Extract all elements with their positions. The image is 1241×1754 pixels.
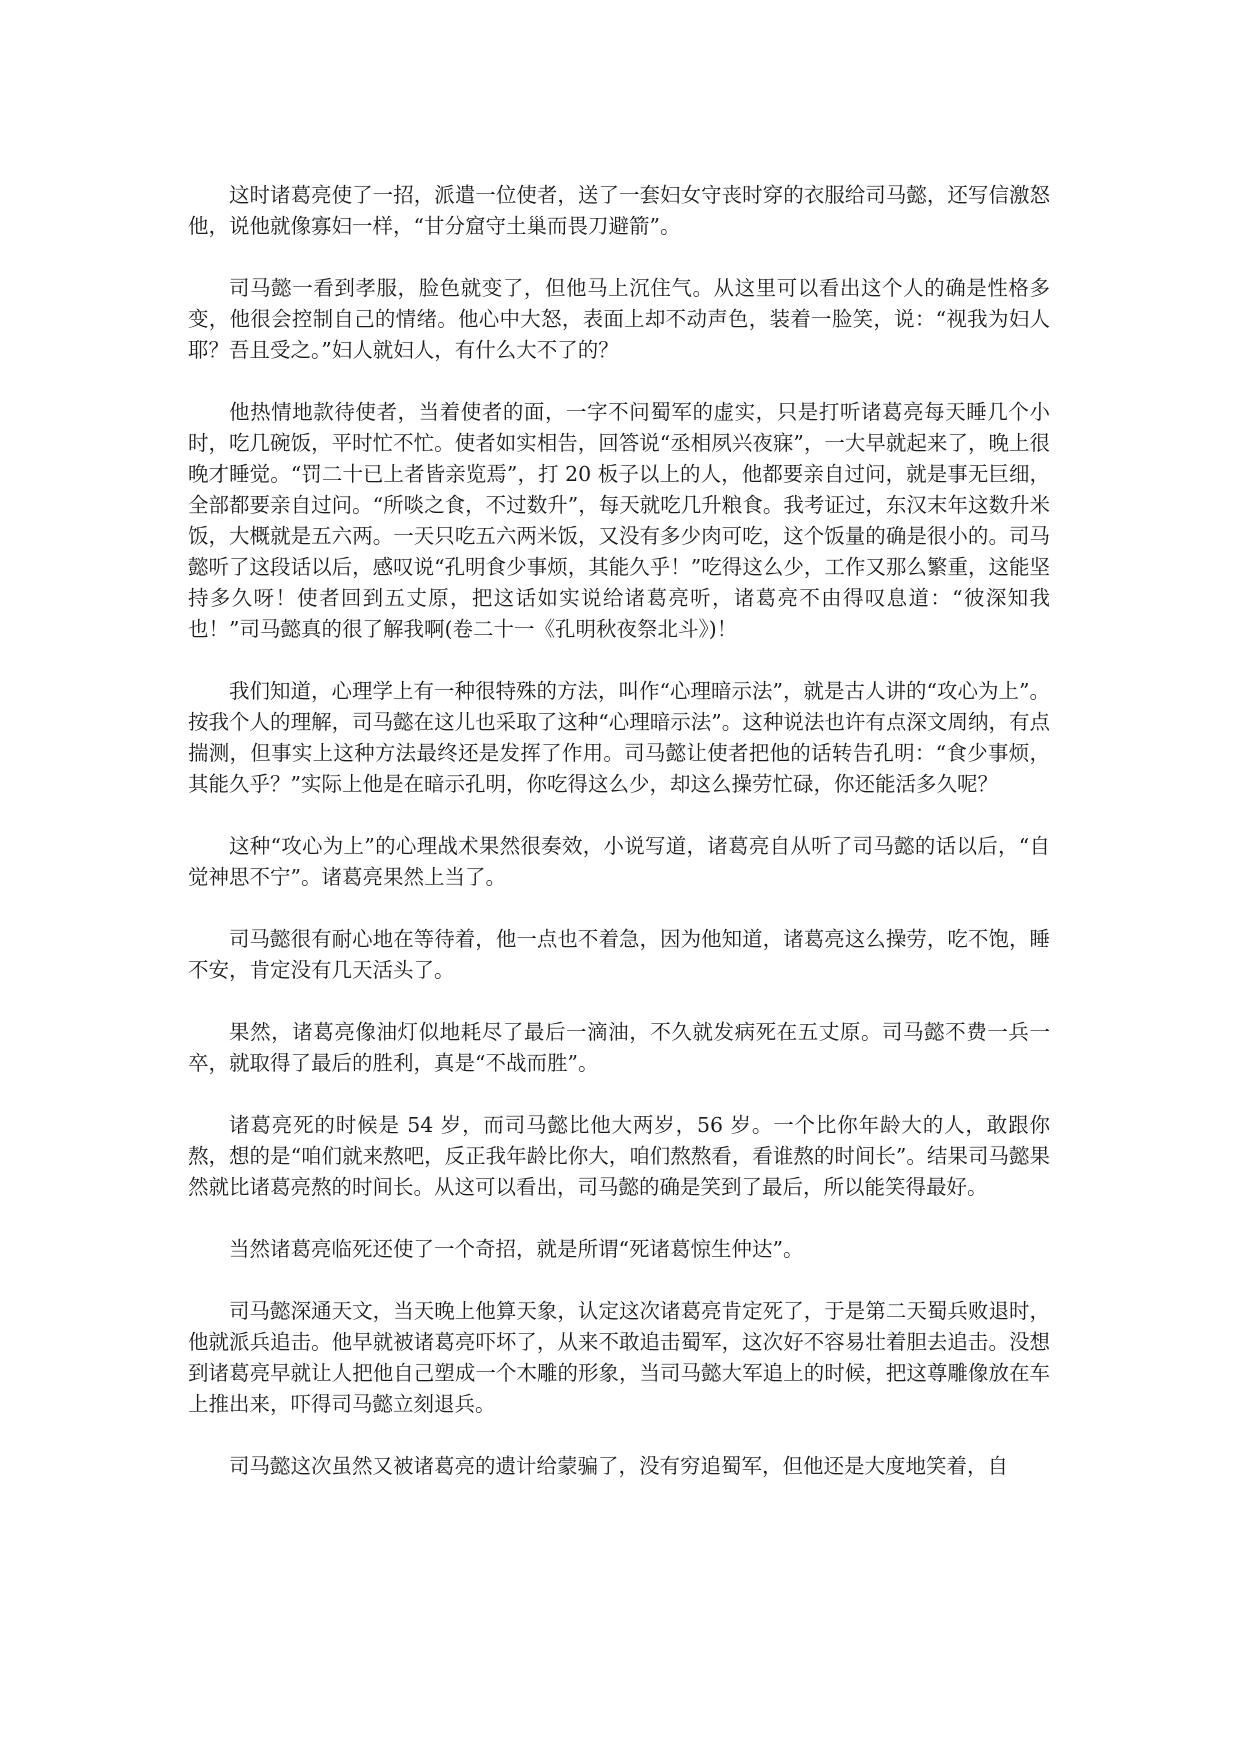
paragraph-6: 司马懿很有耐心地在等待着，他一点也不着急，因为他知道，诸葛亮这么操劳，吃不饱，睡不安，肯定没有几天活头了。: [188, 927, 1050, 982]
paragraph-2: 司马懿一看到孝服，脸色就变了，但他马上沉住气。从这里可以看出这个人的确是性格多变，他很会控制自己的情绪。他心中大怒，表面上却不动声色，装着一脸笑，说：“视我为妇人耶？吾且受之。”妇人就妇人，有什么大不了的？: [188, 276, 1050, 362]
paragraph-10: 司马懿深通天文，当天晚上他算天象，认定这次诸葛亮肯定死了，于是第二天蜀兵败退时，他就派兵追击。他早就被诸葛亮吓坏了，从来不敢追击蜀军，这次好不容易壮着胆去追击。没想到诸葛亮早就让人把他自己塑成一个木雕的形象，当司马懿大军追上的时候，把这尊雕像放在车上推出来，吓得司马懿立刻退兵。: [188, 1299, 1050, 1416]
paragraph-1: 这时诸葛亮使了一招，派遣一位使者，送了一套妇女守丧时穿的衣服给司马懿，还写信激怒他，说他就像寡妇一样，“甘分窟守土巢而畏刀避箭”。: [188, 183, 1050, 238]
paragraph-4: 我们知道，心理学上有一种很特殊的方法，叫作“心理暗示法”，就是古人讲的“攻心为上”。按我个人的理解，司马懿在这儿也采取了这种“心理暗示法”。这种说法也许有点深文周纳，有点揣测，但事实上这种方法最终还是发挥了作用。司马懿让使者把他的话转告孔明：“食少事烦，其能久乎？”实际上他是在暗示孔明，你吃得这么少，却这么操劳忙碌，你还能活多久呢？: [188, 679, 1050, 796]
paragraph-3: 他热情地款待使者，当着使者的面，一字不问蜀军的虚实，只是打听诸葛亮每天睡几个小时，吃几碗饭，平时忙不忙。使者如实相告，回答说“丞相夙兴夜寐”，一大早就起来了，晚上很晚才睡觉。“罚二十已上者皆亲览焉”，打 20 板子以上的人，他都要亲自过问，就是事无巨细，全部都要亲自过问。“所啖之食，不过数升”，每天就吃几升粮食。我考证过，东汉末年这数升米饭，大概就是五六两。一天只吃五六两米饭，又没有多少肉可吃，这个饭量的确是很小的。司马懿听了这段话以后，感叹说“孔明食少事烦，其能久乎！”吃得这么少，工作又那么繁重，这能坚持多久呀！使者回到五丈原，把这话如实说给诸葛亮听，诸葛亮不由得叹息道：“彼深知我也！”司马懿真的很了解我啊(卷二十一《孔明秋夜祭北斗》)！: [188, 400, 1050, 641]
paragraph-11: 司马懿这次虽然又被诸葛亮的遗计给蒙骗了，没有穷追蜀军，但他还是大度地笑着，自: [229, 1454, 1008, 1478]
paragraph-8: 诸葛亮死的时候是 54 岁，而司马懿比他大两岁，56 岁。一个比你年龄大的人，敢跟你熬，想的是“咱们就来熬吧，反正我年龄比你大，咱们熬熬看，看谁熬的时间长”。结果司马懿果然就比诸葛亮熬的时间长。从这可以看出，司马懿的确是笑到了最后，所以能笑得最好。: [188, 1113, 1050, 1199]
document-body: [188, 180, 1050, 1513]
paragraph-5: 这种“攻心为上”的心理战术果然很奏效，小说写道，诸葛亮自从听了司马懿的话以后，“自觉神思不宁”。诸葛亮果然上当了。: [188, 834, 1050, 889]
paragraph-7: 果然，诸葛亮像油灯似地耗尽了最后一滴油，不久就发病死在五丈原。司马懿不费一兵一卒，就取得了最后的胜利，真是“不战而胜”。: [188, 1020, 1050, 1075]
paragraph-9: 当然诸葛亮临死还使了一个奇招，就是所谓“死诸葛惊生仲达”。: [229, 1237, 804, 1261]
